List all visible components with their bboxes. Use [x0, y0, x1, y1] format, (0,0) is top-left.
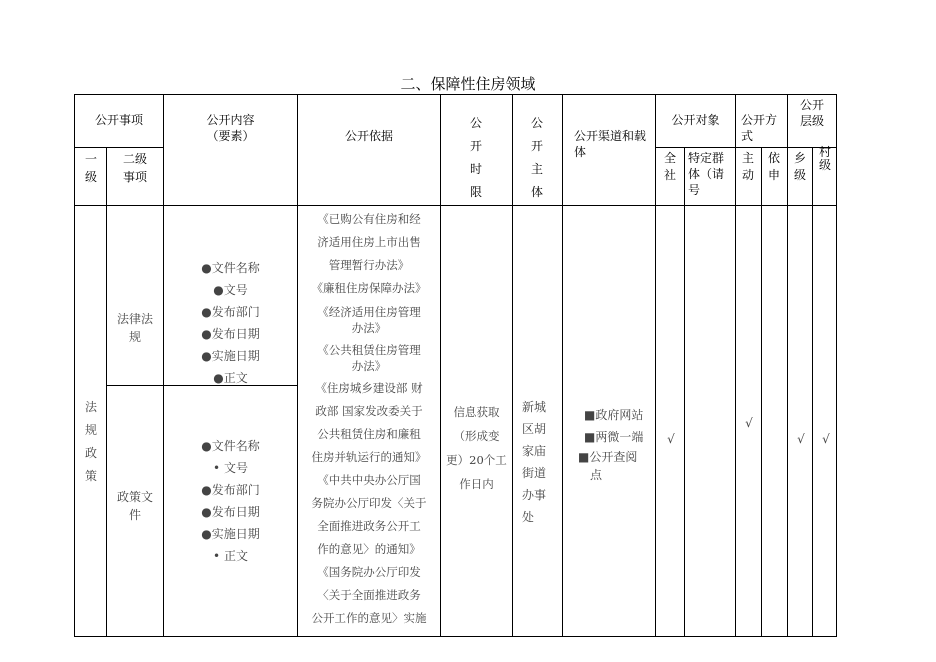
check-active: √ [745, 416, 753, 430]
list-item: ●文号 [213, 283, 248, 297]
list-item: ●文件名称 [201, 439, 260, 453]
header-channel: 公开渠道和载体 [574, 129, 647, 159]
list-item: ●文件名称 [201, 261, 260, 275]
header-subject: 公开主体 [530, 116, 543, 199]
list-item: ●发布部门 [201, 305, 260, 319]
header-level-town: 乡级 [793, 151, 806, 182]
sub-item-laws: 法律法 规 [116, 312, 153, 344]
header-level: 公开层级 [799, 98, 824, 128]
sub-item-policies: 政策文 件 [116, 490, 153, 522]
header-public-matter: 公开事项 [94, 113, 143, 127]
list-item: ■公开查阅 [578, 450, 638, 464]
level1-cell: 法规政策 [84, 400, 97, 483]
check-all-society: √ [667, 432, 675, 446]
list-item: ●发布部门 [201, 483, 260, 497]
header-time-limit: 公开时限 [469, 116, 482, 199]
header-content: 公开内容 （要素） [206, 113, 255, 143]
check-village: √ [822, 432, 830, 446]
header-target-all: 全社 [663, 151, 676, 182]
channel-list [578, 404, 654, 484]
header-level2: 二级 事项 [122, 152, 147, 184]
list-item: ●发布日期 [201, 327, 260, 341]
list-item: ■政府网站 [584, 408, 644, 422]
header-level1: 一级 [84, 152, 97, 184]
time-limit-cell: 信息获取 （形成变 更）20个工 作日内 [446, 405, 507, 491]
header-method-active: 主动 [741, 151, 754, 182]
list-item: ●实施日期 [201, 527, 260, 541]
page-title: 二、保障性住房领域 [400, 75, 536, 93]
header-target: 公开对象 [671, 113, 720, 127]
list-item: ■两微一端 [584, 430, 644, 444]
subject-cell: 新城区胡家庙街道办事处 [522, 400, 547, 524]
check-town: √ [797, 432, 805, 446]
header-level-village: 村级 [818, 145, 831, 172]
list-item: ●实施日期 [201, 349, 260, 363]
list-item: • 文号 [213, 461, 248, 475]
basis-list: 《已购公有住房和经 济适用住房上市出售 管理暂行办法》 《廉租住房保障办法》 《经济适用住房管理 办法》 《公共租赁住房管理 办法》 《住房城乡建设部 财 政部 国家发改委关于 公共租赁住房和廉租 住房并轨运行的通知》 《中共中央办公厅国 务院办公厅印发〈关于 全面推进政务公开工 作的意见〉的通知》 《国务院办公厅印发 〈关于全面推进政务 公开工作的意见〉实施 [311, 212, 427, 625]
content-list-policies [165, 435, 296, 567]
list-item: • 正文 [213, 549, 248, 563]
header-method: 公开方式 [741, 113, 778, 143]
header-basis: 公开依据 [344, 129, 393, 143]
list-item: ●发布日期 [201, 505, 260, 519]
content-list-laws [165, 257, 296, 389]
list-item: 点 [590, 468, 603, 482]
header-method-request: 依申 [767, 151, 780, 182]
list-item: ●正文 [213, 371, 248, 385]
header-target-specific: 特定群体（请号 [688, 151, 725, 197]
